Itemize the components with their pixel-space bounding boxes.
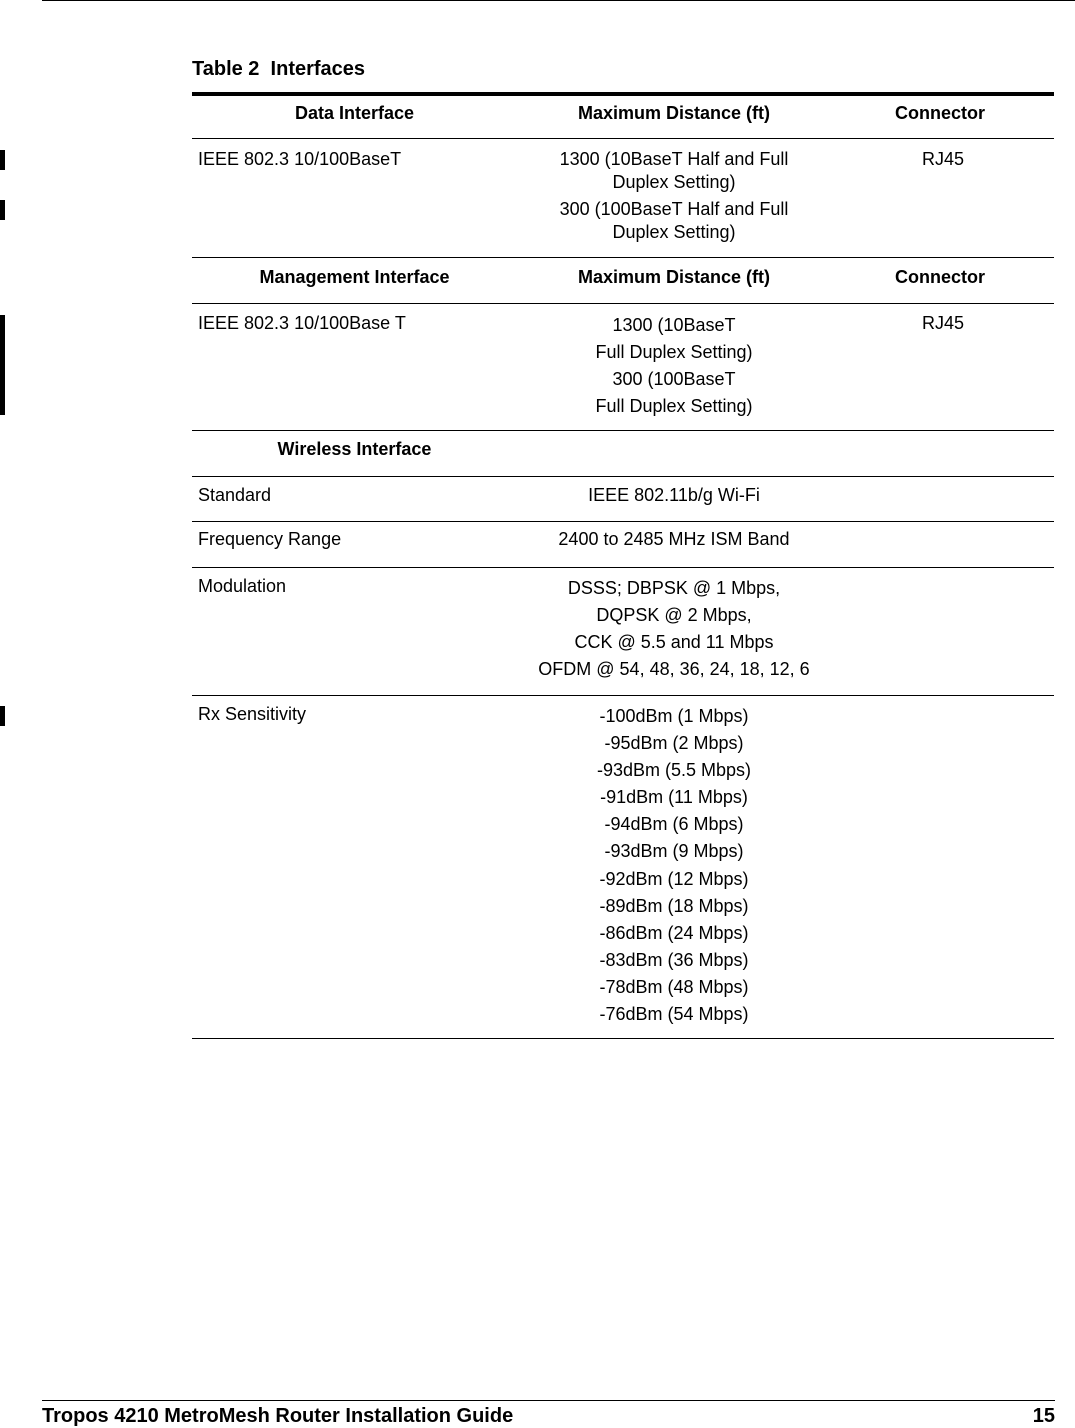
header-connector: Connector xyxy=(895,103,985,123)
distance-line: 300 (100BaseT Half and Full xyxy=(559,199,789,219)
sensitivity-line: -100dBm (1 Mbps) xyxy=(599,706,749,726)
distance-line: 1300 (10BaseT xyxy=(612,315,736,335)
modulation-line: DQPSK @ 2 Mbps, xyxy=(596,605,752,625)
wireless-label: Rx Sensitivity xyxy=(198,704,307,724)
wireless-value xyxy=(512,703,836,1028)
header-management-interface: Management Interface xyxy=(259,267,450,287)
header-rule xyxy=(42,0,1075,1)
management-interface-row xyxy=(192,304,1054,431)
distance-line: 1300 (10BaseT Half and Full xyxy=(559,149,789,169)
data-interface-row xyxy=(192,139,1054,258)
wireless-label: Frequency Range xyxy=(198,529,342,549)
header-wireless-interface: Wireless Interface xyxy=(277,439,432,459)
table-caption: Table 2 Interfaces xyxy=(192,58,366,80)
sensitivity-line: -86dBm (24 Mbps) xyxy=(599,922,749,943)
change-bar xyxy=(0,706,5,726)
header-data-interface: Data Interface xyxy=(294,103,415,123)
header-max-distance: Maximum Distance (ft) xyxy=(577,267,771,287)
interfaces-table xyxy=(192,92,1054,1039)
data-header-row xyxy=(192,96,1054,139)
header-max-distance: Maximum Distance (ft) xyxy=(577,103,771,123)
change-bar xyxy=(0,200,5,220)
footer-title: Tropos 4210 MetroMesh Router Installation Guide xyxy=(42,1405,514,1427)
distance-line: 300 (100BaseT xyxy=(612,369,736,389)
distance-line: Duplex Setting) xyxy=(612,172,736,192)
sensitivity-line: -76dBm (54 Mbps) xyxy=(599,1004,749,1025)
wireless-value: IEEE 802.11b/g Wi-Fi xyxy=(588,485,760,505)
management-interface-distance xyxy=(512,312,836,420)
wireless-header-row xyxy=(192,431,1054,477)
footer-rule xyxy=(42,1400,1055,1401)
sensitivity-line: -94dBm (6 Mbps) xyxy=(604,814,744,835)
wireless-label: Modulation xyxy=(198,576,287,596)
wireless-label: Standard xyxy=(198,485,272,505)
data-interface-connector: RJ45 xyxy=(921,149,965,169)
distance-line: Full Duplex Setting) xyxy=(595,342,753,362)
change-bar xyxy=(0,150,5,170)
sensitivity-line: -78dBm (48 Mbps) xyxy=(599,976,749,997)
change-bar xyxy=(0,315,5,415)
modulation-line: OFDM @ 54, 48, 36, 24, 18, 12, 6 xyxy=(538,659,810,679)
sensitivity-line: -95dBm (2 Mbps) xyxy=(604,733,744,754)
sensitivity-line: -91dBm (11 Mbps) xyxy=(600,787,748,808)
sensitivity-line: -92dBm (12 Mbps) xyxy=(599,868,749,889)
data-interface-distance xyxy=(512,148,836,244)
sensitivity-line: -93dBm (9 Mbps) xyxy=(604,841,744,862)
page-number: 15 xyxy=(1032,1405,1055,1427)
sensitivity-line: -83dBm (36 Mbps) xyxy=(599,949,749,970)
distance-line: Duplex Setting) xyxy=(612,222,736,242)
sensitivity-line: -93dBm (5.5 Mbps) xyxy=(596,760,752,781)
wireless-row-standard xyxy=(192,477,1054,522)
management-interface-name: IEEE 802.3 10/100Base T xyxy=(198,313,406,333)
wireless-row-frequency xyxy=(192,522,1054,568)
modulation-line: CCK @ 5.5 and 11 Mbps xyxy=(574,632,774,652)
management-interface-connector: RJ45 xyxy=(921,313,965,333)
wireless-row-rx-sensitivity xyxy=(192,696,1054,1039)
wireless-value xyxy=(512,575,836,683)
wireless-value: 2400 to 2485 MHz ISM Band xyxy=(558,529,790,549)
wireless-row-modulation xyxy=(192,568,1054,696)
modulation-line: DSSS; DBPSK @ 1 Mbps, xyxy=(567,578,781,598)
management-header-row xyxy=(192,258,1054,304)
sensitivity-line: -89dBm (18 Mbps) xyxy=(599,895,749,916)
data-interface-name: IEEE 802.3 10/100BaseT xyxy=(198,149,402,169)
header-connector: Connector xyxy=(895,267,985,287)
distance-line: Full Duplex Setting) xyxy=(595,396,753,416)
